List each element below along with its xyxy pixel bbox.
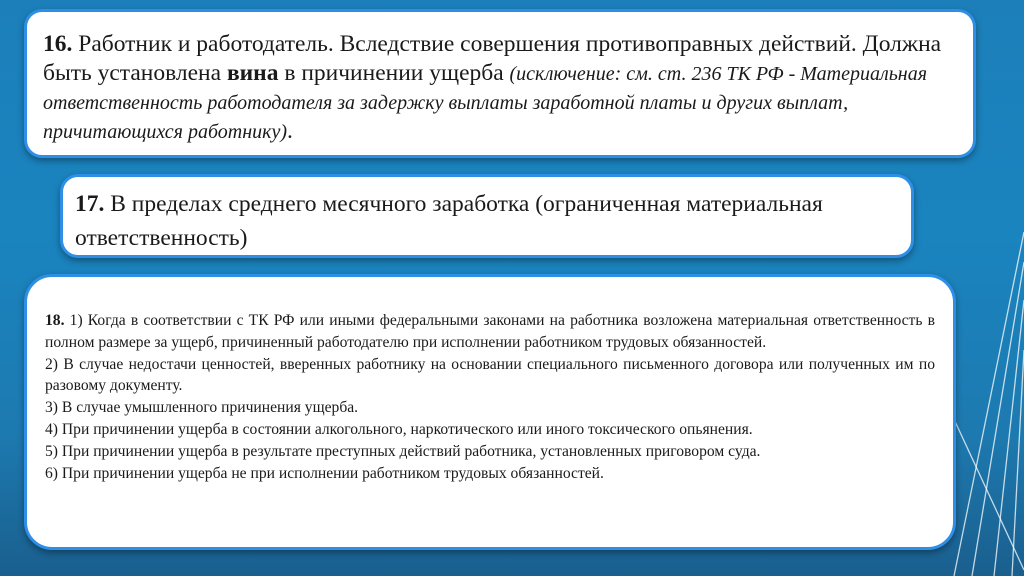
- card-18-item-5: 5) При причинении ущерба в результате преступных действий работника, установленных приговором суда.: [45, 442, 761, 460]
- card-18-item-1-text: 1) Когда в соответствии с ТК РФ или иными федеральными законами на работника возложена материальная ответственность в полном размере за ущерб, причиненный работодателю при исполнении работником трудовых обязанностей.: [45, 312, 935, 351]
- card-17-number: 17.: [75, 191, 105, 217]
- card-18-item-2: 2) В случае недостачи ценностей, вверенных работнику на основании специального письменного договора или полученных им по разовому документу.: [45, 355, 935, 395]
- card-18-item-6: 6) При причинении ущерба не при исполнении работником трудовых обязанностей.: [45, 464, 604, 482]
- card-16-italic-note: (исключение: см. ст. 236 ТК РФ - Материальная ответственность работодателя за задержку выплаты заработной платы и других выплат, причитающихся работнику): [43, 63, 928, 143]
- card-item-16: [24, 9, 976, 158]
- card-16-number: 16.: [43, 31, 73, 57]
- card-16-after: в причинении ущерба: [278, 60, 510, 86]
- card-18-text: [45, 310, 935, 484]
- card-16-main: Работник и работодатель. Вследствие совершения противоправных действий. Должна быть установлена: [43, 31, 942, 86]
- card-16-bold: вина: [226, 60, 279, 86]
- card-item-17: [60, 174, 914, 258]
- card-17-text: [75, 187, 899, 255]
- card-16-text: [43, 30, 957, 146]
- card-18-item-4: 4) При причинении ущерба в состоянии алкогольного, наркотического или иного токсического опьянения.: [45, 420, 753, 438]
- card-18-item-1: [45, 310, 935, 354]
- card-item-18: [24, 274, 956, 550]
- card-18-number: 18.: [45, 312, 65, 329]
- card-18-item-3: 3) В случае умышленного причинения ущерба.: [45, 399, 359, 417]
- card-16-end: .: [287, 118, 293, 144]
- card-17-main: В пределах среднего месячного заработка (ограниченная материальная ответственность): [75, 191, 823, 251]
